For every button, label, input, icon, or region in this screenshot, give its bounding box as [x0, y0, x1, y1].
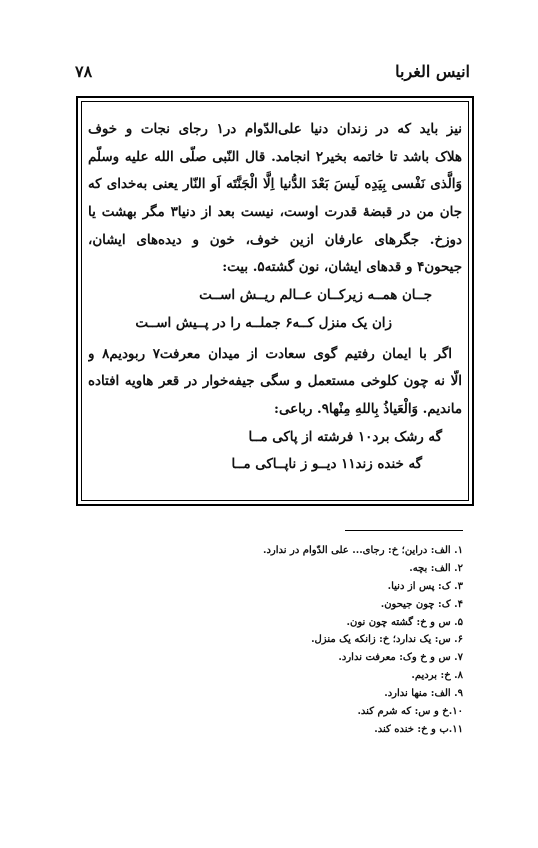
- verse-text: جــان همــه زیرکــان عــالم ریــش اســت: [199, 287, 432, 304]
- main-text: [88, 116, 462, 479]
- footnote: ۶. س: یک ندارد؛ خ: زانکه یک منزل.: [311, 634, 463, 646]
- footnote: ۱۱.ب و خ: خنده کند.: [374, 723, 463, 735]
- text-line: نیز باید که در زندان دنیا علی‌الدّوام در۱ رجای نجات و خوف: [88, 121, 462, 137]
- text-line: ماندیم. وَالْعَیاذُ بِاللهِ مِنْها۹. رباعی:: [274, 400, 462, 417]
- text-line: جان من در قبضهٔ قدرت اوست، نیست بعد از دنیا۳ مگر بهشت یا: [88, 204, 462, 221]
- book-title: انیس الغربا: [395, 62, 470, 81]
- verse-2-line-1: [88, 424, 462, 452]
- footnote: ۴. ک: چون جیحون.: [380, 598, 463, 610]
- page-header: [75, 62, 470, 86]
- text-line: هلاک باشد تا خاتمه بخیر۲ انجامد. قال النّبی صلّی الله علیه وسلّم: [88, 148, 462, 165]
- footnote: ۱۰.خ و س: که شرم کند.: [357, 706, 463, 718]
- footnote: ۳. ک: پس از دنیا.: [387, 580, 463, 592]
- footnote: ۲. الف: بچه.: [409, 562, 463, 574]
- text-line: دوزخ. جگرهای عارفان ازین خوف، خون و دیده‌های ایشان،: [88, 231, 462, 248]
- footnote: ۷. س و خ وک: معرفت ندارد.: [338, 652, 463, 664]
- verse-text: زان یک منزل کــه۶ جملــه را در پــیش اســت: [135, 314, 392, 331]
- footnotes: [203, 542, 463, 739]
- verse-2-line-2: [88, 451, 462, 479]
- footnote: ۵. س و خ: گشته چون نون.: [346, 616, 463, 628]
- verse-text: گه خنده زند۱۱ دیــو ز ناپــاکی مــا: [231, 456, 422, 473]
- text-line: اگر با ایمان رفتیم گوی سعادت از میدان معرفت۷ ربودیم۸ و: [88, 345, 452, 362]
- footnote-divider: [345, 530, 463, 531]
- text-line: جیحون۴ و قدهای ایشان، نون گشته۵. بیت:: [222, 259, 462, 276]
- verse-1-line-1: [88, 282, 462, 310]
- paragraph-1: [88, 116, 462, 282]
- footnote: ۹. الف: منها ندارد.: [384, 688, 463, 700]
- text-line: وَالَّذی نَفْسی بِیَدِه لَیسَ بَعْدَ الدُّنیا اِلَّا الْجَنَّتَه اَو النّار یعنی به‌خدای که: [88, 176, 462, 193]
- footnote: ۸. خ: بردیم.: [411, 670, 463, 682]
- verse-1-line-2: [88, 310, 462, 338]
- text-line: الّا نه چون کلوخی مستعمل و سگی جیفه‌خوار در قعر هاویه افتاده: [88, 373, 462, 390]
- footnote: ۱. الف: دراین؛ خ: رجای... علی الدّوام در ندارد.: [262, 545, 463, 556]
- paragraph-2: [88, 341, 462, 424]
- verse-text: گه رشک برد۱۰ فرشته از پاکی مــا: [248, 428, 442, 445]
- page-number: ۷۸: [75, 62, 93, 81]
